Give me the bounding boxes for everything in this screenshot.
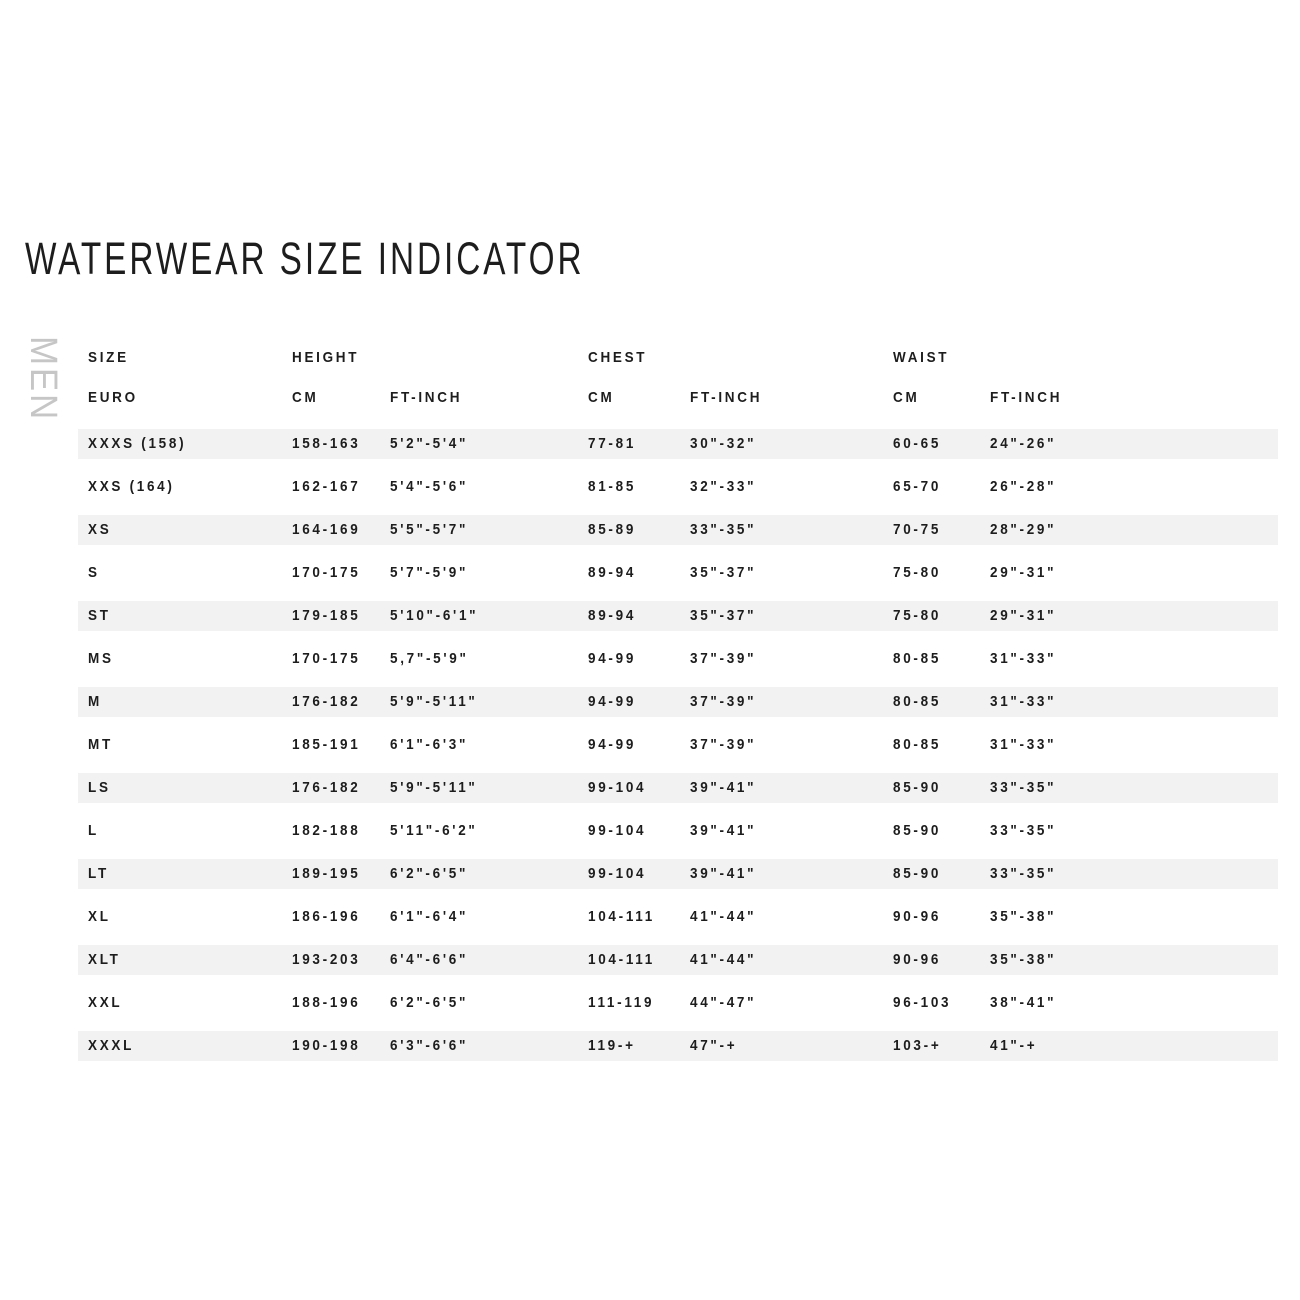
cell-size-euro: MS [88,650,114,667]
cell-size-euro: XS [88,521,112,538]
cell-height-ftinch: 5'2"-5'4" [390,435,469,452]
subheader-euro: EURO [88,389,138,406]
cell-height-cm: 170-175 [292,650,361,667]
cell-height-cm: 186-196 [292,908,361,925]
cell-waist-ftinch: 31"-33" [990,736,1057,753]
cell-chest-ftinch: 47"-+ [690,1037,738,1054]
cell-size-euro: ST [88,607,111,624]
cell-height-ftinch: 6'2"-6'5" [390,994,469,1011]
cell-chest-ftinch: 37"-39" [690,650,757,667]
cell-waist-ftinch: 28"-29" [990,521,1057,538]
cell-chest-cm: 85-89 [588,521,637,538]
cell-size-euro: XXXL [88,1037,135,1054]
cell-height-cm: 179-185 [292,607,361,624]
cell-chest-cm: 77-81 [588,435,637,452]
table-row [78,816,1278,846]
table-row [78,988,1278,1018]
cell-height-cm: 170-175 [292,564,361,581]
subheader-height-cm: CM [292,389,319,406]
cell-waist-cm: 75-80 [893,564,942,581]
group-header-size: SIZE [88,349,129,366]
page-title: WATERWEAR SIZE INDICATOR [25,233,585,284]
cell-waist-cm: 85-90 [893,779,942,796]
cell-height-cm: 176-182 [292,693,361,710]
cell-waist-cm: 60-65 [893,435,942,452]
cell-waist-cm: 80-85 [893,693,942,710]
cell-chest-ftinch: 39"-41" [690,865,757,882]
cell-waist-cm: 96-103 [893,994,952,1011]
cell-size-euro: XXL [88,994,123,1011]
cell-size-euro: XLT [88,951,121,968]
cell-waist-cm: 65-70 [893,478,942,495]
cell-waist-ftinch: 31"-33" [990,693,1057,710]
cell-chest-cm: 111-119 [588,994,655,1011]
table-row [78,687,1278,717]
cell-height-cm: 189-195 [292,865,361,882]
cell-height-ftinch: 5,7"-5'9" [390,650,469,667]
table-row [78,472,1278,502]
cell-chest-cm: 104-111 [588,951,655,968]
cell-height-ftinch: 5'9"-5'11" [390,779,478,796]
table-row [78,558,1278,588]
cell-chest-ftinch: 41"-44" [690,908,757,925]
cell-height-cm: 162-167 [292,478,361,495]
cell-size-euro: L [88,822,99,839]
subheader-waist-ftinch: FT-INCH [990,389,1063,406]
cell-waist-cm: 80-85 [893,650,942,667]
cell-height-cm: 190-198 [292,1037,361,1054]
cell-chest-ftinch: 35"-37" [690,564,757,581]
cell-waist-ftinch: 33"-35" [990,822,1057,839]
cell-waist-ftinch: 38"-41" [990,994,1057,1011]
cell-size-euro: XXS (164) [88,478,175,495]
cell-height-ftinch: 5'7"-5'9" [390,564,469,581]
cell-chest-ftinch: 37"-39" [690,693,757,710]
table-row [78,1031,1278,1061]
cell-height-ftinch: 6'4"-6'6" [390,951,469,968]
cell-waist-cm: 80-85 [893,736,942,753]
cell-waist-cm: 90-96 [893,951,942,968]
cell-waist-ftinch: 26"-28" [990,478,1057,495]
table-row [78,429,1278,459]
cell-waist-ftinch: 33"-35" [990,865,1057,882]
subheader-waist-cm: CM [893,389,920,406]
cell-chest-ftinch: 32"-33" [690,478,757,495]
subheader-height-ftinch: FT-INCH [390,389,463,406]
cell-waist-cm: 90-96 [893,908,942,925]
cell-chest-cm: 94-99 [588,693,637,710]
cell-waist-ftinch: 33"-35" [990,779,1057,796]
cell-waist-ftinch: 35"-38" [990,908,1057,925]
cell-waist-cm: 75-80 [893,607,942,624]
cell-chest-cm: 94-99 [588,736,637,753]
group-header-waist: WAIST [893,349,950,366]
size-table [78,343,1278,1074]
group-header-height: HEIGHT [292,349,360,366]
cell-chest-cm: 119-+ [588,1037,636,1054]
cell-chest-ftinch: 37"-39" [690,736,757,753]
cell-chest-cm: 81-85 [588,478,637,495]
group-header-chest: CHEST [588,349,648,366]
cell-height-cm: 188-196 [292,994,361,1011]
subheader-chest-cm: CM [588,389,615,406]
cell-height-cm: 158-163 [292,435,361,452]
cell-size-euro: S [88,564,100,581]
cell-height-cm: 193-203 [292,951,361,968]
cell-waist-cm: 85-90 [893,822,942,839]
cell-chest-cm: 99-104 [588,779,647,796]
cell-height-ftinch: 5'11"-6'2" [390,822,478,839]
cell-chest-ftinch: 33"-35" [690,521,757,538]
table-group-header-row [78,343,1278,373]
cell-size-euro: MT [88,736,113,753]
cell-waist-ftinch: 41"-+ [990,1037,1038,1054]
cell-waist-cm: 70-75 [893,521,942,538]
cell-size-euro: XXXS (158) [88,435,187,452]
cell-height-ftinch: 6'1"-6'4" [390,908,469,925]
cell-chest-cm: 94-99 [588,650,637,667]
men-section-label: MEN [22,336,64,422]
table-row [78,773,1278,803]
cell-size-euro: M [88,693,102,710]
cell-size-euro: XL [88,908,111,925]
cell-height-ftinch: 5'5"-5'7" [390,521,469,538]
cell-height-ftinch: 6'3"-6'6" [390,1037,469,1054]
table-row [78,730,1278,760]
cell-chest-cm: 99-104 [588,822,647,839]
table-subheader-row [78,383,1278,413]
cell-waist-ftinch: 29"-31" [990,607,1057,624]
cell-height-cm: 185-191 [292,736,361,753]
cell-chest-ftinch: 39"-41" [690,822,757,839]
cell-chest-ftinch: 41"-44" [690,951,757,968]
cell-waist-ftinch: 29"-31" [990,564,1057,581]
cell-height-ftinch: 5'10"-6'1" [390,607,479,624]
cell-chest-ftinch: 30"-32" [690,435,757,452]
cell-height-cm: 164-169 [292,521,361,538]
cell-chest-cm: 89-94 [588,607,637,624]
cell-waist-ftinch: 31"-33" [990,650,1057,667]
subheader-chest-ftinch: FT-INCH [690,389,763,406]
cell-waist-ftinch: 35"-38" [990,951,1057,968]
table-row [78,601,1278,631]
cell-chest-ftinch: 35"-37" [690,607,757,624]
cell-chest-cm: 89-94 [588,564,637,581]
table-row [78,644,1278,674]
cell-height-cm: 182-188 [292,822,361,839]
table-body [78,429,1278,1061]
cell-chest-ftinch: 39"-41" [690,779,757,796]
cell-height-ftinch: 5'9"-5'11" [390,693,478,710]
cell-chest-ftinch: 44"-47" [690,994,757,1011]
cell-size-euro: LT [88,865,109,882]
cell-height-ftinch: 6'1"-6'3" [390,736,469,753]
table-row [78,902,1278,932]
cell-height-ftinch: 6'2"-6'5" [390,865,469,882]
table-row [78,859,1278,889]
cell-waist-ftinch: 24"-26" [990,435,1057,452]
cell-chest-cm: 99-104 [588,865,647,882]
cell-height-ftinch: 5'4"-5'6" [390,478,469,495]
cell-waist-cm: 103-+ [893,1037,942,1054]
cell-height-cm: 176-182 [292,779,361,796]
table-row [78,515,1278,545]
cell-size-euro: LS [88,779,111,796]
table-row [78,945,1278,975]
cell-chest-cm: 104-111 [588,908,655,925]
cell-waist-cm: 85-90 [893,865,942,882]
